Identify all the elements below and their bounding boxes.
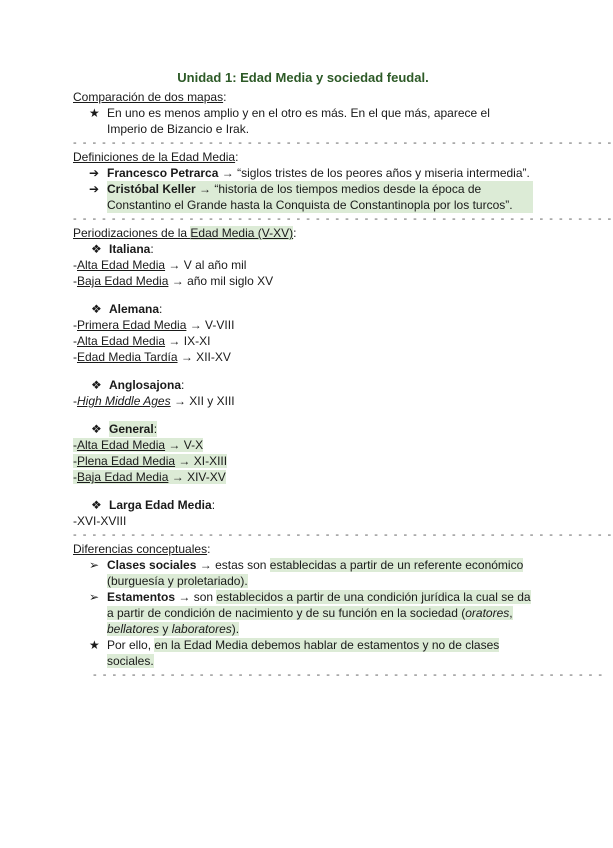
section-comparacion bbox=[73, 89, 533, 137]
periodizacion-alemana-label: ❖ Alemana: bbox=[91, 302, 163, 316]
diferencias-heading: Diferencias conceptuales: bbox=[73, 542, 211, 556]
separator-line: - - - - - - - - - - - - - - - - - - - - - - - - - - - - - - - - - - - - - - - - - - - - - - - - - - - - - - - - bbox=[73, 529, 613, 541]
diamond-icon: ❖ bbox=[91, 498, 102, 512]
period-row: -XVI-XVIII bbox=[73, 514, 127, 528]
definicion-text: → “historia de los tiempos medios desde la época de Constantino el Grande hasta la Conquista de Constantinopla por los turcos”. bbox=[107, 182, 513, 212]
diamond-icon: ❖ bbox=[91, 422, 102, 436]
period-row: -Edad Media Tardía → XII-XV bbox=[73, 350, 231, 364]
period-row: -Baja Edad Media → año mil siglo XV bbox=[73, 274, 274, 288]
comparacion-heading: Comparación de dos mapas: bbox=[73, 90, 227, 104]
periodizacion-anglosajona-label: ❖ Anglosajona: bbox=[91, 378, 185, 392]
definicion-item-keller bbox=[73, 181, 533, 213]
arrow-icon: ➔ bbox=[89, 166, 100, 180]
periodizacion-larga-label: ❖ Larga Edad Media: bbox=[91, 498, 216, 512]
periodizacion-italiana-label: ❖ Italiana: bbox=[91, 242, 154, 256]
definicion-item-petrarca bbox=[73, 165, 533, 181]
period-row: -Alta Edad Media → IX-XI bbox=[73, 334, 211, 348]
definiciones-heading: Definiciones de la Edad Media: bbox=[73, 150, 239, 164]
definicion-author: Cristóbal Keller bbox=[107, 182, 196, 196]
period-row: -Alta Edad Media → V al año mil bbox=[73, 258, 247, 272]
section-diferencias bbox=[73, 541, 533, 669]
diferencia-item-clases: ➢ Clases sociales → estas son establecidas a partir de un referente económico (burguesía y proletariado). bbox=[89, 558, 524, 588]
periodizacion-general-label: ❖ General: bbox=[91, 422, 158, 436]
page-title: Unidad 1: Edad Media y sociedad feudal. bbox=[177, 70, 429, 85]
arrow-icon: ➔ bbox=[89, 182, 100, 196]
diferencia-item-conclusion: ★ Por ello, en la Edad Media debemos hablar de estamentos y no de clases sociales. bbox=[89, 638, 500, 668]
period-row: -Alta Edad Media → V-X bbox=[73, 438, 204, 452]
diamond-icon: ❖ bbox=[91, 302, 102, 316]
document-page bbox=[73, 70, 613, 681]
separator-line: - - - - - - - - - - - - - - - - - - - - - - - - - - - - - - - - - - - - - - - - - - - - - - - - - - - - - - - - bbox=[73, 213, 613, 225]
diamond-icon: ❖ bbox=[91, 378, 102, 392]
comparacion-item bbox=[73, 105, 533, 137]
star-icon: ★ bbox=[89, 638, 100, 652]
chevron-icon: ➢ bbox=[89, 590, 100, 604]
period-row: -Primera Edad Media → V-VIII bbox=[73, 318, 235, 332]
chevron-icon: ➢ bbox=[89, 558, 100, 572]
diamond-icon: ❖ bbox=[91, 242, 102, 256]
section-periodizaciones bbox=[73, 225, 533, 529]
period-row: -High Middle Ages → XII y XIII bbox=[73, 394, 235, 408]
period-row: -Baja Edad Media → XIV-XV bbox=[73, 470, 226, 484]
star-icon: ★ bbox=[89, 106, 100, 120]
definicion-text: → “siglos tristes de los peores años y miseria intermedia”. bbox=[218, 166, 530, 180]
comparacion-text: En uno es menos amplio y en el otro es más. En el que más, aparece el Imperio de Bizancio e Irak. bbox=[107, 106, 490, 136]
definicion-author: Francesco Petrarca bbox=[107, 166, 219, 180]
diferencia-item-estamentos: ➢ Estamentos → son establecidos a partir de una condición jurídica la cual se da a partir de condición de nacimiento y de su función en la sociedad (oratores, bellatores y laboratores). bbox=[89, 590, 531, 636]
period-row: -Plena Edad Media → XI-XIII bbox=[73, 454, 228, 468]
separator-line-short: - - - - - - - - - - - - - - - - - - - - - - - - - - - - - - - - - - - - - - - - - - - - - - - - - - - - - bbox=[93, 669, 604, 681]
separator-line: - - - - - - - - - - - - - - - - - - - - - - - - - - - - - - - - - - - - - - - - - - - - - - - - - - - - - - - - bbox=[73, 137, 613, 149]
section-definiciones bbox=[73, 149, 533, 213]
periodizaciones-heading: Periodizaciones de la Edad Media (V-XV): bbox=[73, 226, 297, 240]
